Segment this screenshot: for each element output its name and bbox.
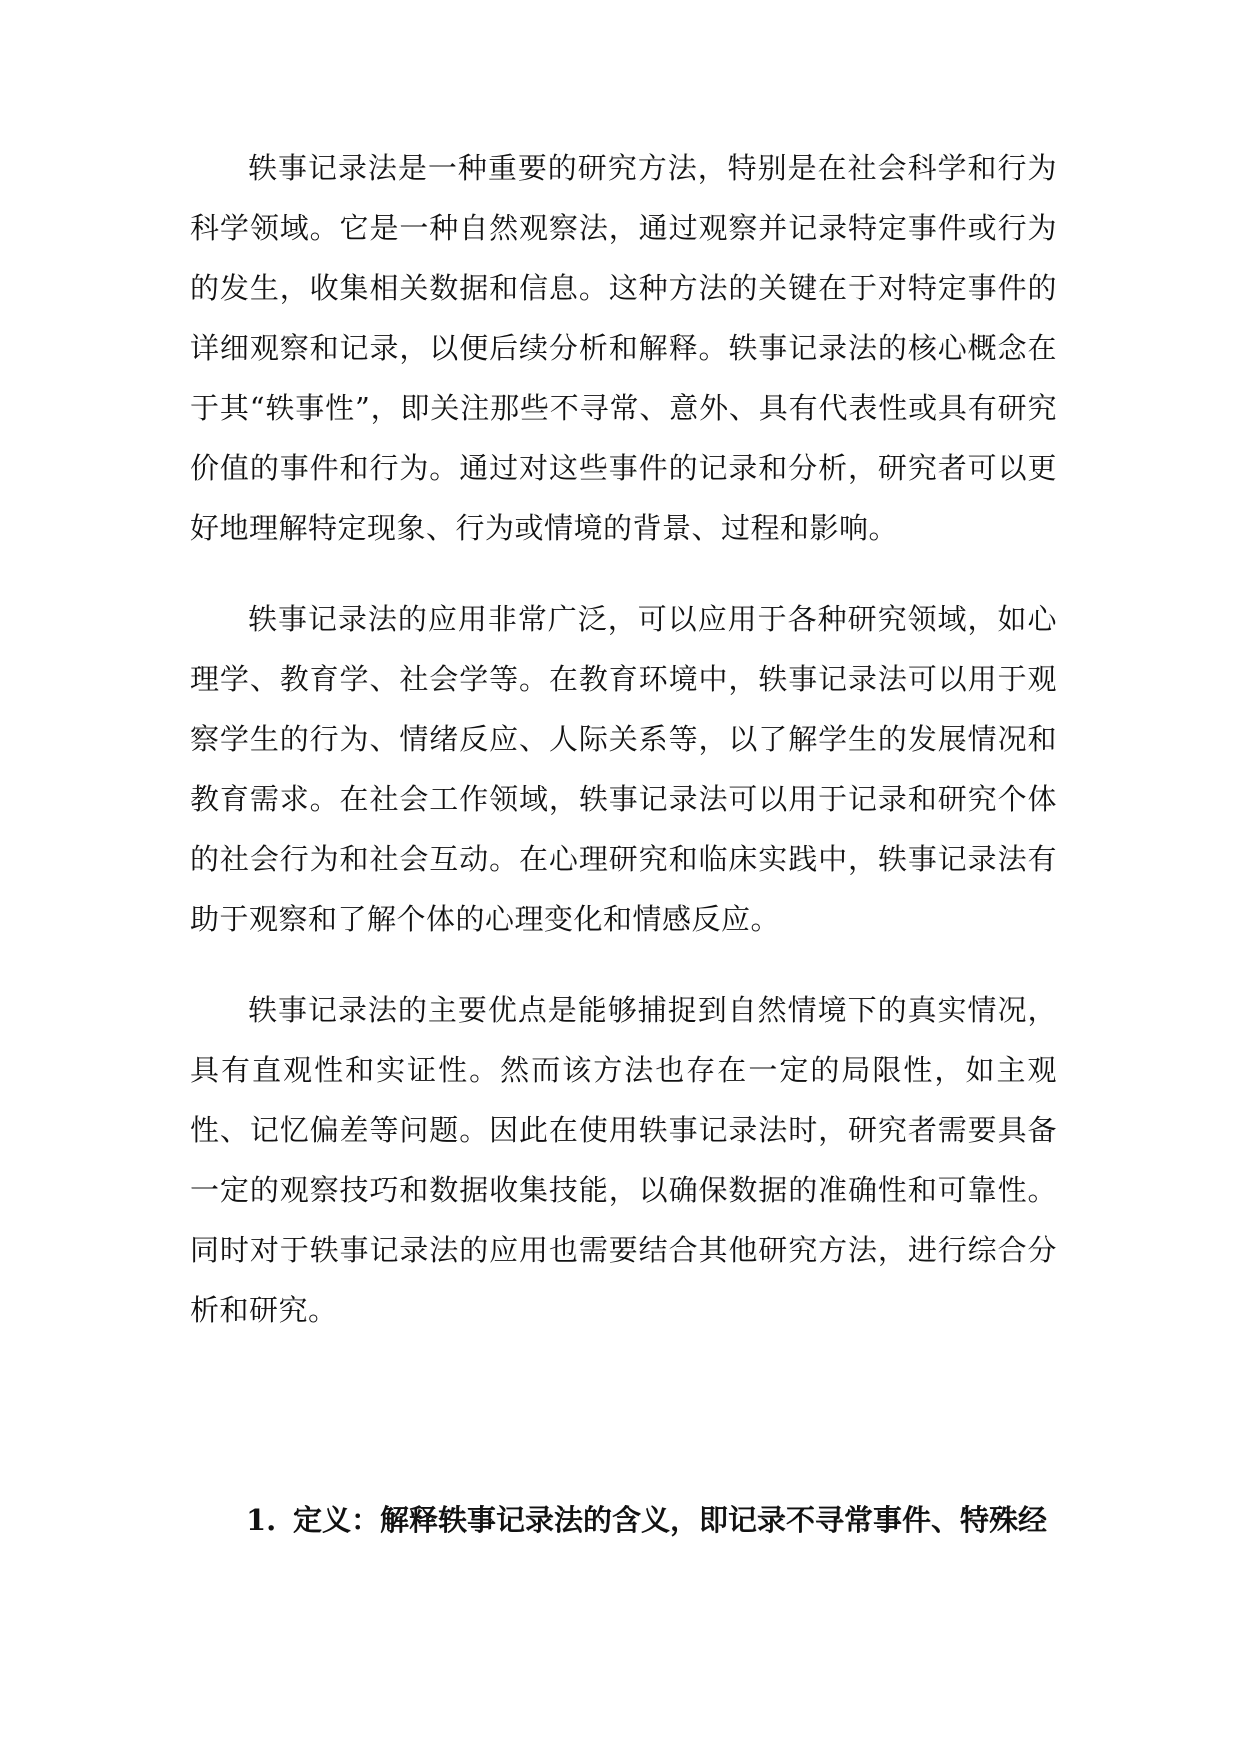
list-heading-text: 定义：解释轶事记录法的含义，即记录不寻常事件、特殊经 [293,1503,1048,1537]
paragraph-3: 轶事记录法的主要优点是能够捕捉到自然情境下的真实情况，具有直观性和实证性。然而该方法也存在一定的局限性，如主观性、记忆偏差等问题。因此在使用轶事记录法时，研究者需要具备一定的观察技巧和数据收集技能，以确保数据的准确性和可靠性。同时对于轶事记录法的应用也需要结合其他研究方法，进行综合分析和研究。 [190,993,1057,1327]
list-number: 1. [246,1503,277,1537]
paragraph-2: 轶事记录法的应用非常广泛，可以应用于各种研究领域，如心理学、教育学、社会学等。在教育环境中，轶事记录法可以用于观察学生的行为、情绪反应、人际关系等，以了解学生的发展情况和教育需求。在社会工作领域，轶事记录法可以用于记录和研究个体的社会行为和社会互动。在心理研究和临床实践中，轶事记录法有助于观察和了解个体的心理变化和情感反应。 [190,602,1057,936]
body-text [190,138,1057,1340]
paragraph-1: 轶事记录法是一种重要的研究方法，特别是在社会科学和行为科学领域。它是一种自然观察法，通过观察并记录特定事件或行为的发生，收集相关数据和信息。这种方法的关键在于对特定事件的详细观察和记录，以便后续分析和解释。轶事记录法的核心概念在于其“轶事性”，即关注那些不寻常、意外、具有代表性或具有研究价值的事件和行为。通过对这些事件的记录和分析，研究者可以更好地理解特定现象、行为或情境的背景、过程和影响。 [190,151,1057,545]
list-heading [246,1490,1057,1550]
